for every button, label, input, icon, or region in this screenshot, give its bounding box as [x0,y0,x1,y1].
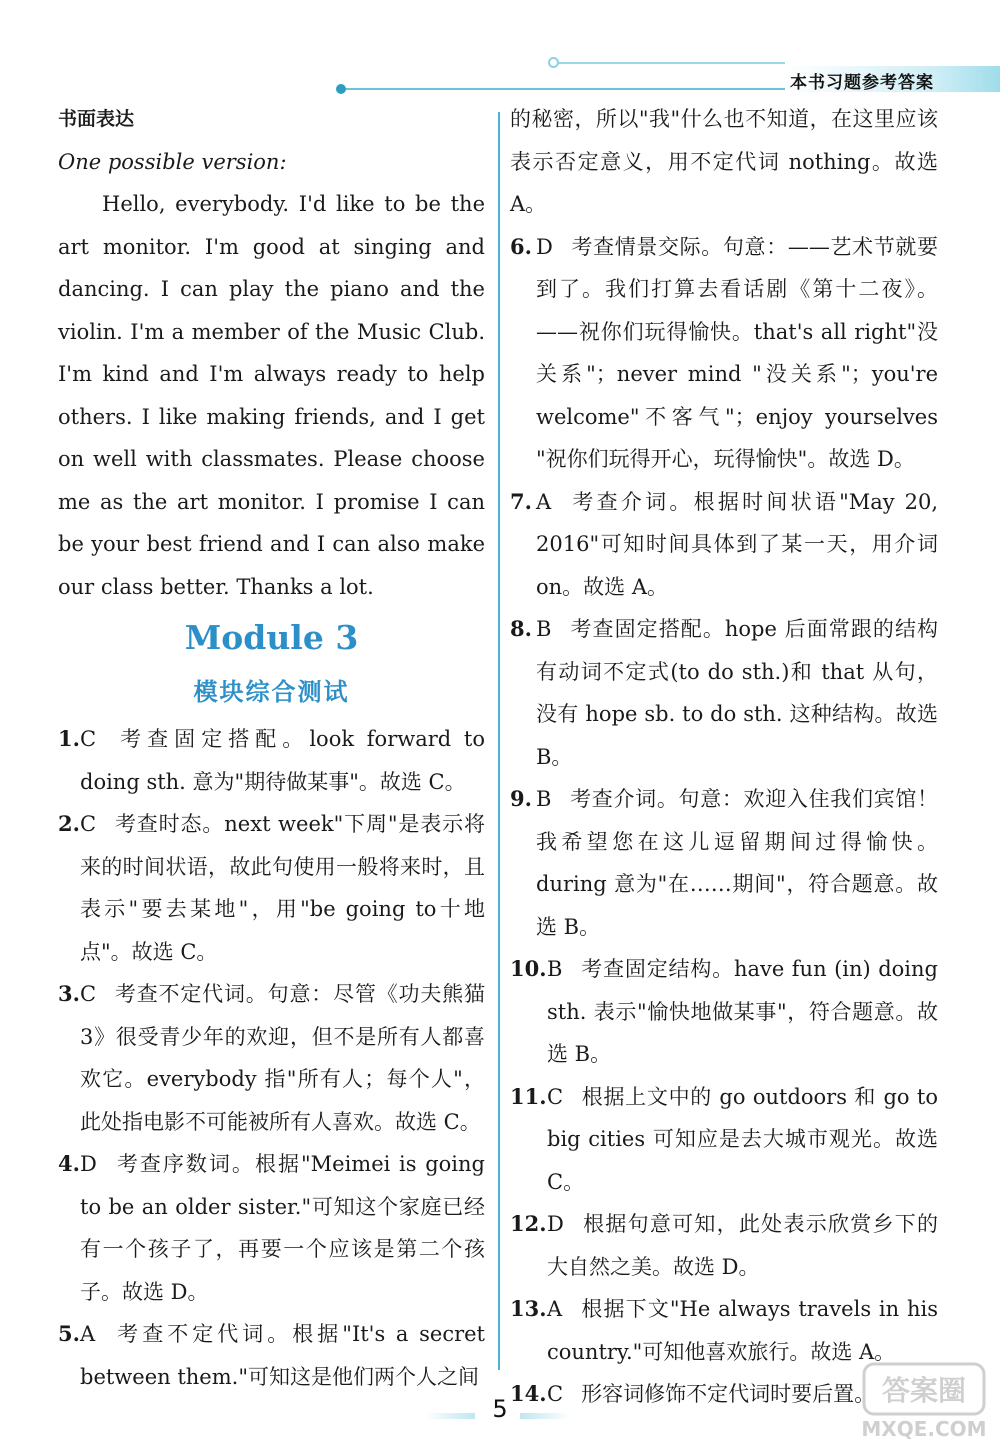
answer-item [58,1313,485,1398]
answer-explanation: 考查不定代词。根据"It's a secret between them."可知这是他们两个人之间 [80,1322,485,1389]
answer-letter: D [547,1212,564,1236]
answer-list-right [510,226,938,1416]
answer-explanation: 考查固定结构。have fun (in) doing sth. 表示"愉快地做某事"，符合题意。故选 B。 [547,957,938,1066]
answer-explanation: 考查介词。根据时间状语"May 20, 2016"可知时间具体到了某一天，用介词 on。故选 A。 [536,489,938,599]
answer-item [510,1076,938,1204]
answer-list-left [58,718,485,1398]
answer-letter: D [80,1152,97,1176]
answer-number: 2. [58,811,80,836]
answer-body [547,1076,938,1204]
answer-letter: C [547,1084,564,1109]
answer-letter: C [80,727,97,751]
module-subtitle: 模块综合测试 [193,678,350,706]
answer-item [510,948,938,1076]
version-label: One possible version: [58,149,287,174]
answer-number: 6. [510,233,532,259]
watermark-logo [860,1356,990,1446]
model-essay [58,183,485,608]
answer-explanation: 形容词修饰不定代词时要后置。 [581,1382,876,1406]
answer-letter: B [536,617,552,641]
answer-item [58,718,485,803]
answer-number: 4. [58,1151,80,1176]
answer-number: 12. [510,1211,547,1236]
answer-letter: A [536,489,552,514]
answer-item [510,608,938,778]
answer-body [547,1203,938,1288]
answer-number: 3. [58,981,80,1006]
answer-number: 11. [510,1083,547,1109]
answer-number: 7. [510,488,532,514]
answer-explanation: 考查序数词。根据"Meimei is going to be an older sister."可知这个家庭已经有一个孩子了，再要一个应该是第二个孩子。故选 D。 [80,1152,485,1304]
answer-letter: B [547,957,563,981]
answer-body [80,1313,485,1398]
answer-item [510,481,938,609]
answer-body [536,481,938,609]
answer-explanation: 考查固定搭配。look forward to doing sth. 意为"期待做某事"。故选 C。 [80,727,485,794]
answer-number: 5. [58,1321,80,1346]
answer-number: 9. [510,786,532,811]
answer-body [536,608,938,778]
answer-body [536,778,938,948]
answer-item [58,973,485,1143]
svg-text:MXQE.COM: MXQE.COM [861,1417,987,1441]
answer-continuation: 的秘密，所以"我"什么也不知道，在这里应该表示否定意义，用不定代词 nothing。故选 A。 [510,107,938,216]
answer-letter: D [536,234,553,259]
answer-number: 10. [510,956,547,981]
header-accent-line [555,62,785,64]
answer-item [510,1203,938,1288]
essay-text: Hello, everybody. I'd like to be the art monitor. I'm good at singing and dancing. I can play the piano and the violin. I'm a member of the Music Club. I'm kind and I'm always ready to help others. I like making friends, and I get on well with classmates. Please choose me as the art monitor. I promise I can be your best friend and I can also make our class better. Thanks a lot. [58,192,485,599]
answer-explanation: 根据上文中的 go outdoors 和 go to big cities 可知应是去大城市观光。故选 C。 [547,1084,938,1194]
header-dot [336,84,346,94]
answer-item [510,778,938,948]
answer-body [80,803,485,973]
answer-item [58,803,485,973]
answer-number: 1. [58,726,80,751]
module-title: Module 3 [184,618,359,657]
answer-explanation: 根据句意可知，此处表示欣赏乡下的大自然之美。故选 D。 [547,1212,938,1279]
answer-explanation: 考查介词。句意：欢迎入住我们宾馆！我希望您在这儿逗留期间过得愉快。during 意为"在……期间"，符合题意。故选 B。 [536,787,938,939]
answer-letter: B [536,787,552,811]
answer-letter: A [80,1322,96,1346]
answer-explanation: 考查不定代词。句意：尽管《功夫熊猫3》很受青少年的欢迎，但不是所有人都喜欢它。everybody 指"所有人；每个人"，此处指电影不可能被所有人喜欢。故选 C。 [80,982,485,1134]
answer-letter: A [547,1297,563,1321]
page-header-title: 本书习题参考答案 [790,73,934,93]
answer-letter: C [80,812,97,836]
answer-body [536,226,938,481]
answer-explanation: 考查固定搭配。hope 后面常跟的结构有动词不定式(to do sth.)和 that 从句，没有 hope sb. to do sth. 这种结构。故选 B。 [536,617,938,769]
svg-text:答案圈: 答案圈 [881,1374,967,1407]
answer-explanation: 考查情景交际。句意：——艺术节就要到了。我们打算去看话剧《第十二夜》。——祝你们玩得愉快。that's all right"没关系"；never mind "没关系"；you're welcome"不客气"；enjoy yourselves "祝你们玩得开心，玩得愉快"。故选 D。 [536,234,938,471]
column-divider [498,112,500,1370]
answer-body [80,718,485,803]
answer-explanation: 根据下文"He always travels in his country."可知他喜欢旅行。故选 A。 [547,1297,938,1364]
answer-body [80,1143,485,1313]
answer-letter: C [547,1382,564,1406]
page-number: 5 [492,1395,508,1423]
answer-letter: C [80,982,97,1006]
answer-item [510,226,938,481]
answer-explanation: 考查时态。next week"下周"是表示将来的时间状语，故此句使用一般将来时，且表示"要去某地"，用"be going to十地点"。故选 C。 [80,812,485,964]
answer-number: 13. [510,1296,547,1321]
footer [0,1395,1000,1423]
left-column [58,98,485,1398]
answer-body [80,973,485,1143]
answer-number: 8. [510,616,532,641]
answer-body [547,948,938,1076]
answer-item [58,1143,485,1313]
writing-heading: 书面表达 [58,108,135,130]
answer-number: 14. [510,1381,547,1406]
header-accent-circle [548,57,559,68]
right-column [510,98,938,1416]
